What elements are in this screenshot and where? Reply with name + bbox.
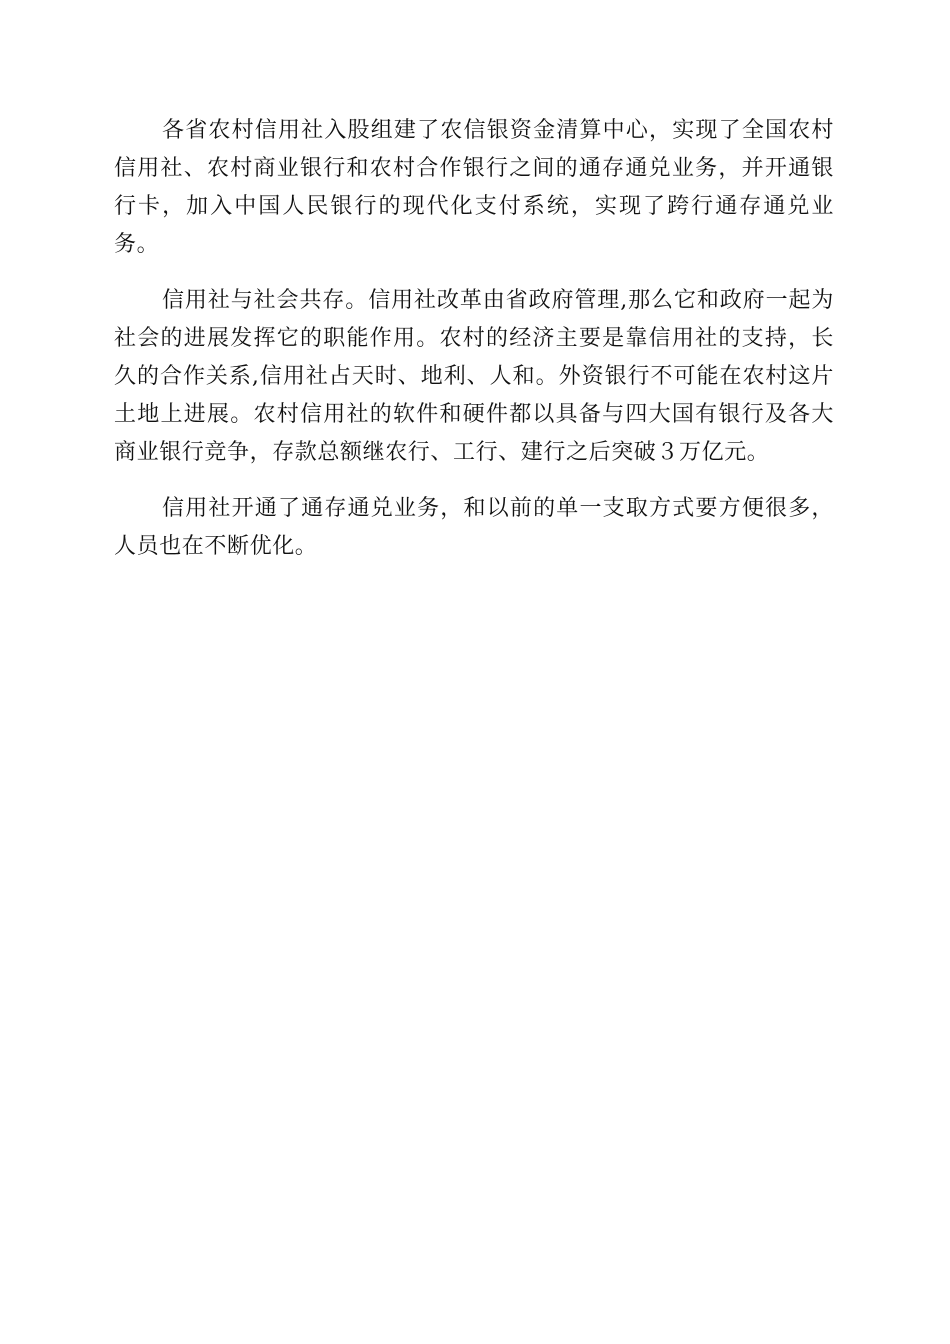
paragraph-1: 各省农村信用社入股组建了农信银资金清算中心，实现了全国农村信用社、农村商业银行和农村合作银行之间的通存通兑业务，并开通银行卡，加入中国人民银行的现代化支付系统，实现了跨行通存通兑业务。 xyxy=(114,118,834,257)
document-body xyxy=(114,112,834,584)
paragraph-2: 信用社与社会共存。信用社改革由省政府管理,那么它和政府一起为社会的进展发挥它的职能作用。农村的经济主要是靠信用社的支持，长久的合作关系,信用社占天时、地利、人和。外资银行不可能在农村这片土地上进展。农村信用社的软件和硬件都以具备与四大国有银行及各大商业银行竞争，存款总额继农行、工行、建行之后突破３万亿元。 xyxy=(114,288,834,465)
paragraph-3: 信用社开通了通存通兑业务，和以前的单一支取方式要方便很多，人员也在不断优化。 xyxy=(114,496,834,559)
